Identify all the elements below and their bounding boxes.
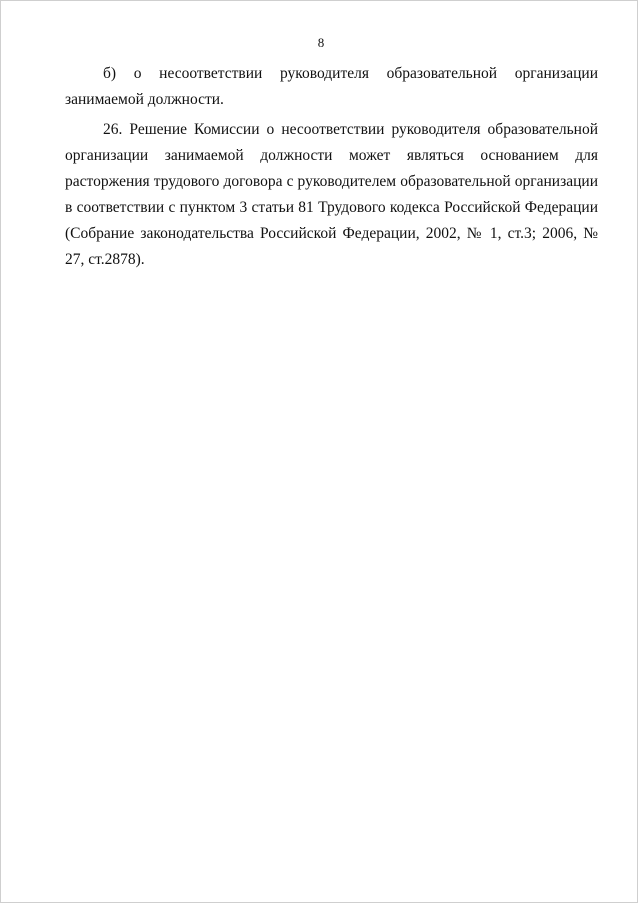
page-number: 8 xyxy=(317,35,325,50)
document-body xyxy=(65,61,598,277)
paragraph-b: б) о несоответствии руководителя образовательной организации занимаемой должности. xyxy=(65,65,598,108)
paragraph-26: 26. Решение Комиссии о несоответствии руководителя образовательной организации занимаемой должности может являться основанием для расторжения трудового договора с руководителем образовательной организации в соответствии с пунктом 3 статьи 81 Трудового кодекса Российской Федерации (Собрание законодательства Российской Федерации, 2002, № 1, ст.3; 2006, № 27, ст.2878). xyxy=(65,121,598,268)
